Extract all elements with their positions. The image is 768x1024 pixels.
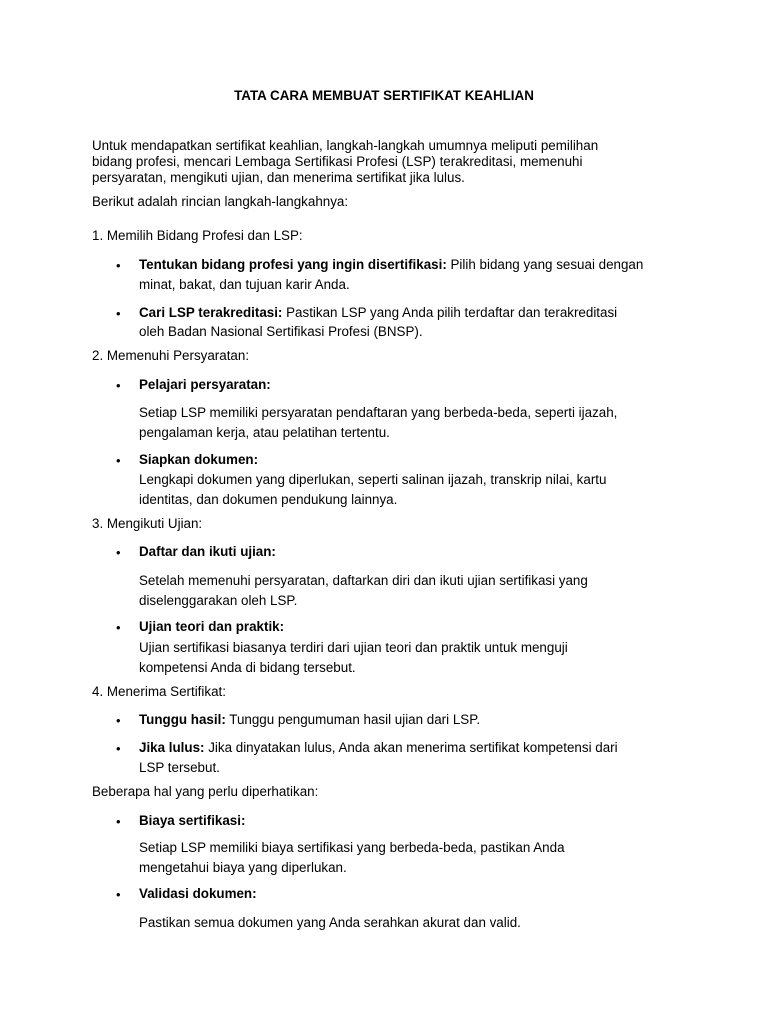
item-text: pengalaman kerja, atau pelatihan tertentu.	[139, 425, 390, 440]
bullet-icon: •	[116, 545, 121, 560]
item-label: Tunggu hasil:	[139, 712, 226, 727]
item-label: Tentukan bidang profesi yang ingin disertifikasi:	[139, 257, 447, 272]
item-label: Jika lulus:	[139, 740, 205, 755]
item-text: LSP tersebut.	[139, 760, 220, 775]
item-label: Validasi dokumen:	[139, 886, 257, 901]
intro-line: Untuk mendapatkan sertifikat keahlian, langkah-langkah umumnya meliputi pemilihan	[92, 138, 599, 153]
item-text: Setiap LSP memiliki persyaratan pendaftaran yang berbeda-beda, seperti ijazah,	[139, 405, 618, 420]
document-title: TATA CARA MEMBUAT SERTIFIKAT KEAHLIAN	[234, 88, 534, 103]
item-label: Biaya sertifikasi:	[139, 813, 246, 828]
item-text: kompetensi Anda di bidang tersebut.	[139, 660, 356, 675]
item-text: minat, bakat, dan tujuan karir Anda.	[139, 277, 350, 292]
item-text: Pastikan LSP yang Anda pilih terdaftar dan terakreditasi	[282, 305, 618, 320]
item-text: Pastikan semua dokumen yang Anda serahkan akurat dan valid.	[139, 915, 521, 930]
item-text: Lengkapi dokumen yang diperlukan, seperti salinan ijazah, transkrip nilai, kartu	[139, 472, 607, 487]
item-text: Ujian sertifikasi biasanya terdiri dari ujian teori dan praktik untuk menguji	[139, 640, 568, 655]
item-text: Tunggu pengumuman hasil ujian dari LSP.	[225, 712, 481, 727]
list-item	[139, 712, 480, 728]
item-label: Daftar dan ikuti ujian:	[139, 544, 276, 559]
item-text: Jika dinyatakan lulus, Anda akan menerima sertifikat kompetensi dari	[204, 740, 618, 755]
list-item	[139, 305, 617, 321]
step-heading: 2. Memenuhi Persyaratan:	[92, 348, 250, 363]
list-item	[139, 257, 643, 273]
item-label: Cari LSP terakreditasi:	[139, 305, 283, 320]
intro-line: persyaratan, mengikuti ujian, dan menerima sertifikat jika lulus.	[92, 170, 465, 185]
bullet-icon: •	[116, 741, 121, 756]
bullet-icon: •	[116, 713, 121, 728]
list-item	[139, 740, 618, 756]
bullet-icon: •	[116, 453, 121, 468]
intro-followup: Berikut adalah rincian langkah-langkahnya:	[92, 194, 349, 209]
item-text: mengetahui biaya yang diperlukan.	[139, 860, 347, 875]
item-text: identitas, dan dokumen pendukung lainnya.	[139, 492, 398, 507]
bullet-icon: •	[116, 620, 121, 635]
item-label: Siapkan dokumen:	[139, 452, 259, 467]
step-heading: 1. Memilih Bidang Profesi dan LSP:	[92, 228, 303, 243]
item-label: Ujian teori dan praktik:	[139, 619, 285, 634]
bullet-icon: •	[116, 306, 121, 321]
item-text: Setiap LSP memiliki biaya sertifikasi yang berbeda-beda, pastikan Anda	[139, 840, 565, 855]
item-text: Setelah memenuhi persyaratan, daftarkan diri dan ikuti ujian sertifikasi yang	[139, 573, 588, 588]
bullet-icon: •	[116, 814, 121, 829]
item-text: oleh Badan Nasional Sertifikasi Profesi (BNSP).	[139, 324, 423, 339]
bullet-icon: •	[116, 258, 121, 273]
notes-heading: Beberapa hal yang perlu diperhatikan:	[92, 784, 319, 799]
bullet-icon: •	[116, 887, 121, 902]
intro-line: bidang profesi, mencari Lembaga Sertifikasi Profesi (LSP) terakreditasi, memenuhi	[92, 154, 583, 169]
item-label: Pelajari persyaratan:	[139, 377, 271, 392]
step-heading: 3. Mengikuti Ujian:	[92, 516, 203, 531]
item-text: diselenggarakan oleh LSP.	[139, 593, 298, 608]
bullet-icon: •	[116, 378, 121, 393]
item-text: Pilih bidang yang sesuai dengan	[446, 257, 644, 272]
step-heading: 4. Menerima Sertifikat:	[92, 684, 226, 699]
